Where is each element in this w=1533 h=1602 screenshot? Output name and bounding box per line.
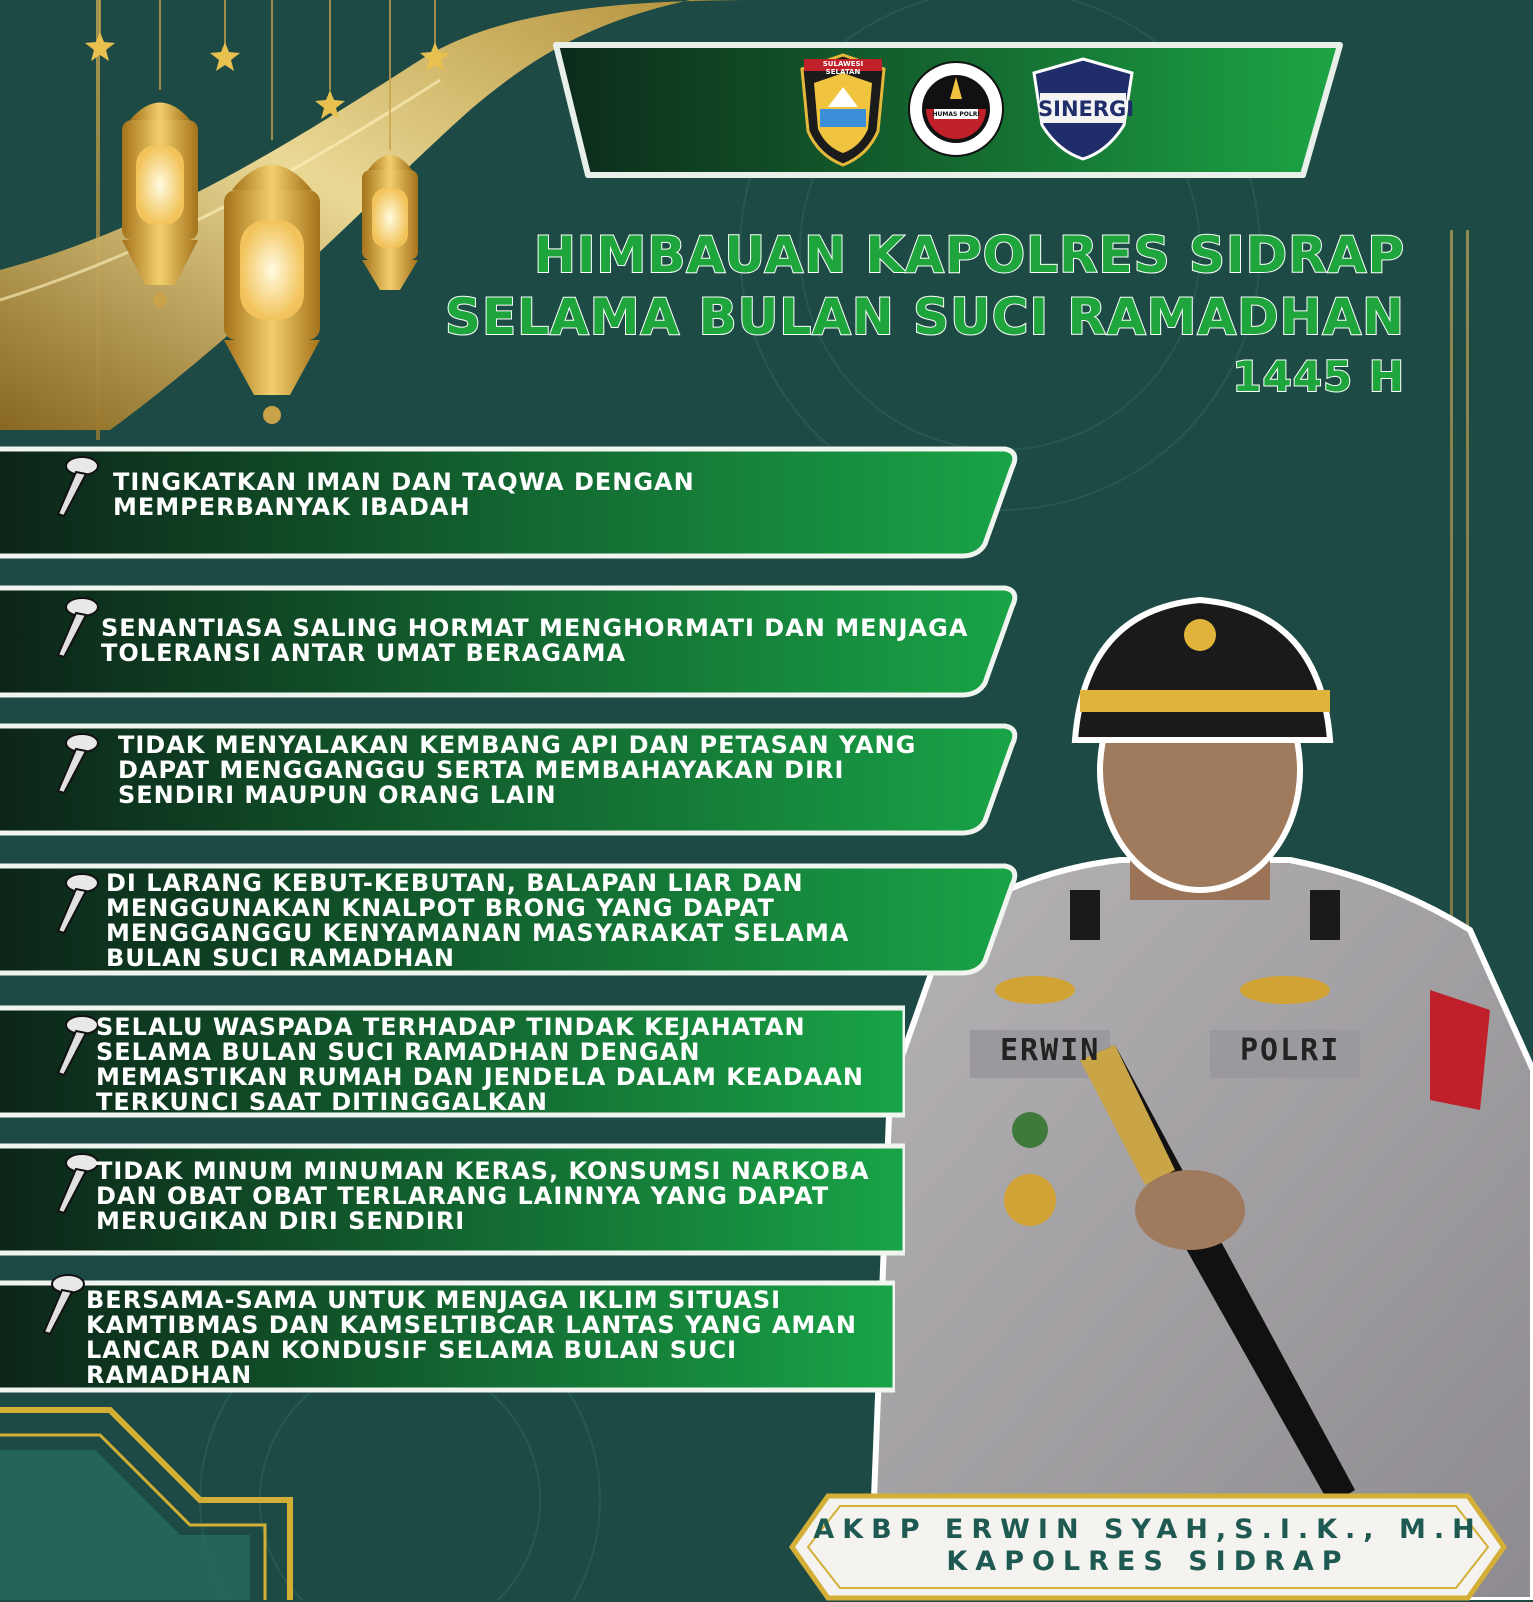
title-line-1: HIMBAUAN KAPOLRES SIDRAP xyxy=(534,226,1405,284)
logo-label: SINERGI xyxy=(1038,97,1135,121)
pin-icon xyxy=(36,1272,86,1340)
name-plate xyxy=(788,1492,1508,1602)
pin-icon xyxy=(50,871,100,939)
list-item xyxy=(0,723,1025,839)
list-item xyxy=(0,1005,905,1121)
logo-label: HUMAS POLRI xyxy=(932,111,980,118)
item-text: TIDAK MENYALAKAN KEMBANG API DAN PETASAN YANG DAPAT MENGGANGGU SERTA MEMBAHAYAKAN DIRI SENDIRI MAUPUN ORANG LAIN xyxy=(118,731,917,809)
logo-label: SULAWESI SELATAN xyxy=(822,60,864,76)
title-line-3: 1445 H xyxy=(1232,352,1405,401)
pin-icon xyxy=(50,595,100,663)
officer-name-tag: ERWIN xyxy=(1000,1033,1101,1068)
item-text: TIDAK MINUM MINUMAN KERAS, KONSUMSI NARKOBA DAN OBAT OBAT TERLARANG LAINNYA YANG DAPAT MERUGIKAN DIRI SENDIRI xyxy=(96,1157,870,1235)
list-item xyxy=(0,585,1025,701)
frame-decoration xyxy=(0,1390,330,1600)
lanterns-decoration xyxy=(80,0,460,440)
title-line-2: SELAMA BULAN SUCI RAMADHAN xyxy=(445,288,1405,346)
item-text: BERSAMA-SAMA UNTUK MENJAGA IKLIM SITUASI KAMTIBMAS DAN KAMSELTIBCAR LANTAS YANG AMAN LANCAR DAN KONDUSIF SELAMA BULAN SUCI RAMADHAN xyxy=(86,1286,857,1389)
officer-name: AKBP ERWIN SYAH,S.I.K., M.H xyxy=(813,1514,1483,1545)
list-item xyxy=(0,1280,895,1396)
officer-chest-tag: POLRI xyxy=(1240,1033,1341,1068)
pin-icon xyxy=(50,731,100,799)
list-item xyxy=(0,863,1025,979)
header-banner xyxy=(548,37,1348,183)
officer-position: KAPOLRES SIDRAP xyxy=(946,1546,1350,1577)
pin-icon xyxy=(50,1151,100,1219)
item-text: SENANTIASA SALING HORMAT MENGHORMATI DAN MENJAGA TOLERANSI ANTAR UMAT BERAGAMA xyxy=(101,614,969,667)
item-text: DI LARANG KEBUT-KEBUTAN, BALAPAN LIAR DAN MENGGUNAKAN KNALPOT BRONG YANG DAPAT MENGGANGGU KENYAMANAN MASYARAKAT SELAMA BULAN SUCI RAMADHAN xyxy=(106,869,850,972)
item-text: SELALU WASPADA TERHADAP TINDAK KEJAHATAN SELAMA BULAN SUCI RAMADHAN DENGAN MEMASTIKAN RUMAH DAN JENDELA DALAM KEADAAN TERKUNCI SAAT DITINGGALKAN xyxy=(96,1013,865,1116)
list-item xyxy=(0,446,1025,562)
pin-icon xyxy=(50,1013,100,1081)
list-item xyxy=(0,1143,905,1259)
item-text: TINGKATKAN IMAN DAN TAQWA DENGAN MEMPERBANYAK IBADAH xyxy=(113,468,695,521)
pin-icon xyxy=(50,454,100,522)
